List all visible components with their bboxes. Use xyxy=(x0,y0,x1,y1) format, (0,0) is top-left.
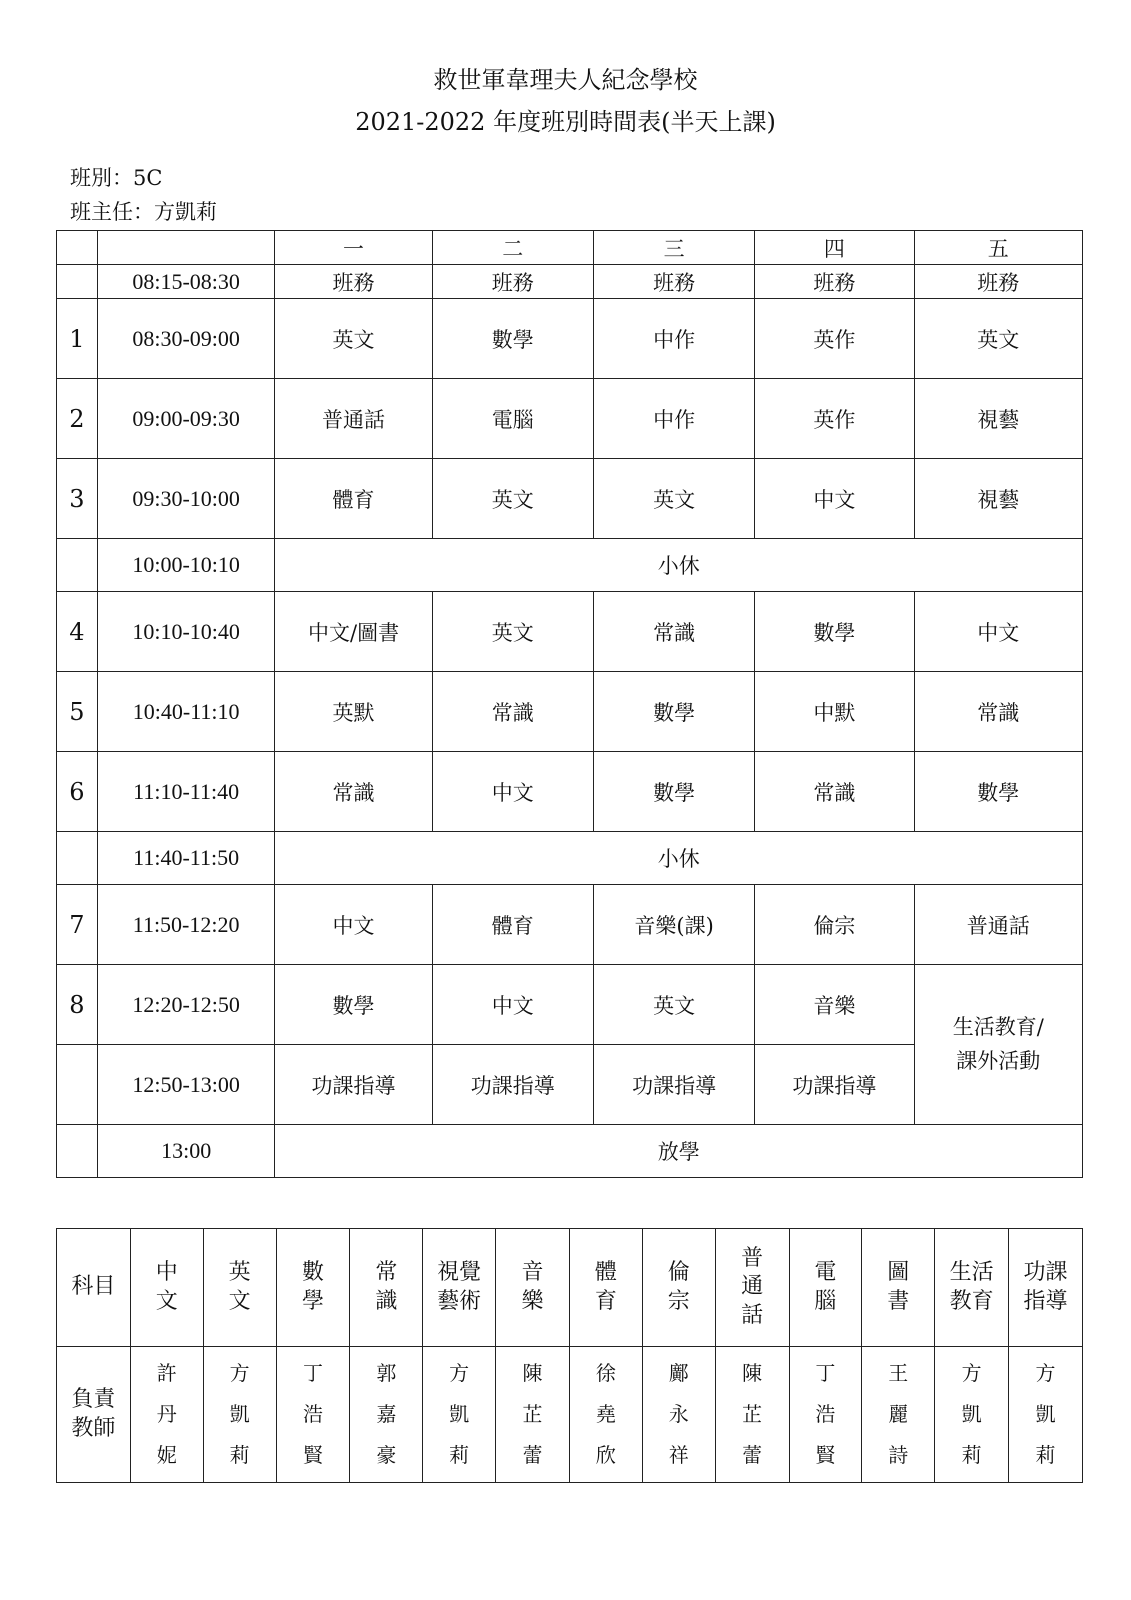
teacher-name-cell: 丁 浩 賢 xyxy=(276,1347,350,1483)
time-slot: 10:00-10:10 xyxy=(97,539,275,592)
lesson-cell: 數學 xyxy=(593,752,754,832)
period-row xyxy=(57,379,1083,459)
subject-cell: 視覺 藝術 xyxy=(423,1229,496,1347)
period-row xyxy=(57,459,1083,539)
period-number: 5 xyxy=(57,672,98,752)
period-number xyxy=(57,832,98,885)
lesson-cell: 音樂 xyxy=(755,965,914,1045)
lesson-cell: 常識 xyxy=(914,672,1083,752)
class-label: 班別：5C xyxy=(70,166,163,190)
teacher-name-cell: 陳 芷 蕾 xyxy=(496,1347,570,1483)
lesson-cell: 英文 xyxy=(432,459,593,539)
lesson-cell: 英文 xyxy=(593,965,754,1045)
lesson-cell: 普通話 xyxy=(914,885,1083,965)
break-row xyxy=(57,539,1083,592)
teacher-name-cell: 鄺 永 祥 xyxy=(642,1347,715,1483)
break-cell: 小休 xyxy=(275,832,1083,885)
day-header: 五 xyxy=(914,231,1083,265)
period-row xyxy=(57,592,1083,672)
lesson-cell: 班務 xyxy=(755,265,914,299)
lesson-cell: 體育 xyxy=(275,459,432,539)
break-row xyxy=(57,832,1083,885)
day-header-row xyxy=(57,231,1083,265)
lesson-cell: 英文 xyxy=(275,299,432,379)
lesson-cell: 英文 xyxy=(593,459,754,539)
lesson-cell: 英作 xyxy=(755,379,914,459)
teacher-name-cell: 陳 芷 蕾 xyxy=(715,1347,789,1483)
lesson-cell: 中文 xyxy=(432,965,593,1045)
lesson-cell: 班務 xyxy=(593,265,754,299)
lesson-cell: 視藝 xyxy=(914,379,1083,459)
time-slot: 12:50-13:00 xyxy=(97,1045,275,1125)
time-slot: 11:40-11:50 xyxy=(97,832,275,885)
teacher-name-cell: 方 凱 莉 xyxy=(423,1347,496,1483)
time-slot: 11:10-11:40 xyxy=(97,752,275,832)
subject-row xyxy=(57,1229,1083,1347)
subject-cell: 圖 書 xyxy=(862,1229,935,1347)
lesson-cell: 英默 xyxy=(275,672,432,752)
period-number xyxy=(57,265,98,299)
dismissal-row xyxy=(57,1125,1083,1178)
lesson-cell: 常識 xyxy=(275,752,432,832)
teacher-name-cell: 方 凱 莉 xyxy=(203,1347,276,1483)
lesson-cell: 數學 xyxy=(593,672,754,752)
subject-header: 科目 xyxy=(57,1229,131,1347)
subject-teacher-table xyxy=(56,1228,1083,1483)
period-number: 2 xyxy=(57,379,98,459)
corner-cell xyxy=(57,231,98,265)
subject-cell: 生活 教育 xyxy=(935,1229,1009,1347)
day-header: 二 xyxy=(432,231,593,265)
period-row xyxy=(57,965,1083,1045)
subject-cell: 中 文 xyxy=(130,1229,203,1347)
time-header-cell xyxy=(97,231,275,265)
timetable-title: 2021-2022 年度班別時間表(半天上課) xyxy=(355,108,776,136)
assembly-row xyxy=(57,265,1083,299)
teacher-name-cell: 許 丹 妮 xyxy=(130,1347,203,1483)
time-slot: 09:00-09:30 xyxy=(97,379,275,459)
time-slot: 10:40-11:10 xyxy=(97,672,275,752)
lesson-cell: 數學 xyxy=(432,299,593,379)
lesson-cell: 中文 xyxy=(432,752,593,832)
lesson-cell: 中文 xyxy=(275,885,432,965)
subject-cell: 音 樂 xyxy=(496,1229,570,1347)
lesson-cell: 中文/圖書 xyxy=(275,592,432,672)
teacher-row xyxy=(57,1347,1083,1483)
teacher-name-cell: 方 凱 莉 xyxy=(935,1347,1009,1483)
period-number xyxy=(57,1045,98,1125)
subject-cell: 常 識 xyxy=(350,1229,423,1347)
day-header: 三 xyxy=(593,231,754,265)
lesson-cell: 功課指導 xyxy=(432,1045,593,1125)
lesson-cell: 英作 xyxy=(755,299,914,379)
school-name: 救世軍韋理夫人紀念學校 xyxy=(433,66,698,94)
lesson-cell: 數學 xyxy=(755,592,914,672)
lesson-cell: 常識 xyxy=(432,672,593,752)
subject-cell: 電 腦 xyxy=(789,1229,862,1347)
dismissal-cell: 放學 xyxy=(275,1125,1083,1178)
day-header: 四 xyxy=(755,231,914,265)
lesson-cell: 功課指導 xyxy=(593,1045,754,1125)
lesson-cell: 中作 xyxy=(593,379,754,459)
subject-cell: 體 育 xyxy=(569,1229,642,1347)
lesson-cell: 中文 xyxy=(755,459,914,539)
time-slot: 12:20-12:50 xyxy=(97,965,275,1045)
period-number xyxy=(57,1125,98,1178)
lesson-cell: 音樂(課) xyxy=(593,885,754,965)
period-number xyxy=(57,539,98,592)
time-slot: 10:10-10:40 xyxy=(97,592,275,672)
subject-cell: 倫 宗 xyxy=(642,1229,715,1347)
time-slot: 11:50-12:20 xyxy=(97,885,275,965)
teacher-header: 負責 教師 xyxy=(57,1347,131,1483)
time-slot: 08:30-09:00 xyxy=(97,299,275,379)
lesson-cell: 中作 xyxy=(593,299,754,379)
period-number: 6 xyxy=(57,752,98,832)
lesson-cell: 常識 xyxy=(593,592,754,672)
period-row xyxy=(57,752,1083,832)
friday-activity-cell: 生活教育/ 課外活動 xyxy=(914,965,1083,1125)
teacher-name-cell: 郭 嘉 豪 xyxy=(350,1347,423,1483)
lesson-cell: 電腦 xyxy=(432,379,593,459)
class-teacher-label: 班主任：方凱莉 xyxy=(70,200,217,224)
lesson-cell: 中文 xyxy=(914,592,1083,672)
period-number: 3 xyxy=(57,459,98,539)
lesson-cell: 倫宗 xyxy=(755,885,914,965)
time-slot: 08:15-08:30 xyxy=(97,265,275,299)
period-number: 8 xyxy=(57,965,98,1045)
period-number: 1 xyxy=(57,299,98,379)
time-slot: 13:00 xyxy=(97,1125,275,1178)
day-header: 一 xyxy=(275,231,432,265)
lesson-cell: 常識 xyxy=(755,752,914,832)
period-row xyxy=(57,885,1083,965)
lesson-cell: 數學 xyxy=(275,965,432,1045)
period-row xyxy=(57,672,1083,752)
lesson-cell: 班務 xyxy=(914,265,1083,299)
subject-cell: 數 學 xyxy=(276,1229,350,1347)
period-row xyxy=(57,299,1083,379)
time-slot: 09:30-10:00 xyxy=(97,459,275,539)
subject-cell: 普 通 話 xyxy=(715,1229,789,1347)
lesson-cell: 數學 xyxy=(914,752,1083,832)
lesson-cell: 班務 xyxy=(275,265,432,299)
lesson-cell: 功課指導 xyxy=(275,1045,432,1125)
period-number: 4 xyxy=(57,592,98,672)
subject-cell: 功課 指導 xyxy=(1009,1229,1083,1347)
teacher-name-cell: 方 凱 莉 xyxy=(1009,1347,1083,1483)
timetable xyxy=(56,230,1083,1178)
lesson-cell: 英文 xyxy=(914,299,1083,379)
lesson-cell: 功課指導 xyxy=(755,1045,914,1125)
period-number: 7 xyxy=(57,885,98,965)
break-cell: 小休 xyxy=(275,539,1083,592)
teacher-name-cell: 徐 堯 欣 xyxy=(569,1347,642,1483)
lesson-cell: 普通話 xyxy=(275,379,432,459)
lesson-cell: 班務 xyxy=(432,265,593,299)
subject-cell: 英 文 xyxy=(203,1229,276,1347)
teacher-name-cell: 丁 浩 賢 xyxy=(789,1347,862,1483)
lesson-cell: 視藝 xyxy=(914,459,1083,539)
teacher-name-cell: 王 麗 詩 xyxy=(862,1347,935,1483)
lesson-cell: 英文 xyxy=(432,592,593,672)
lesson-cell: 體育 xyxy=(432,885,593,965)
lesson-cell: 中默 xyxy=(755,672,914,752)
